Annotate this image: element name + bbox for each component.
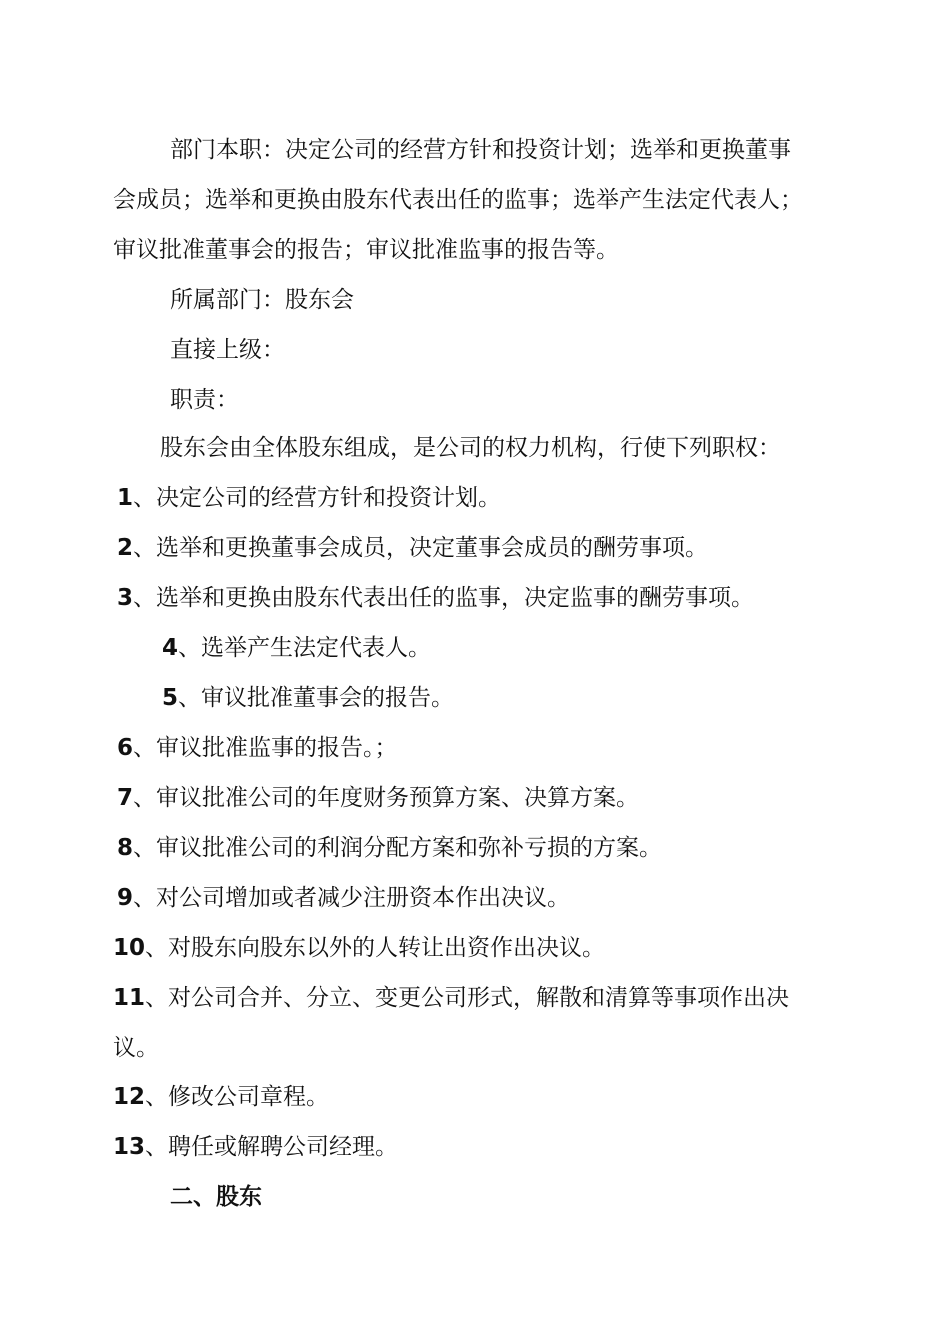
item-separator: 、 [145,935,169,961]
item-number: 11 [113,985,146,1011]
item-text: 选举和更换董事会成员，决定董事会成员的酬劳事项。 [156,535,709,561]
item-number: 12 [113,1084,146,1110]
list-item [162,632,950,664]
list-item [117,732,950,764]
item-number: 7 [117,785,134,811]
list-item [117,832,950,864]
item-separator: 、 [133,735,157,761]
list-item [113,932,950,964]
item-text: 选举产生法定代表人。 [201,635,432,661]
intro-line-3: 审议批准董事会的报告；审议批准监事的报告等。 [113,237,619,263]
lead-paragraph: 股东会由全体股东组成，是公司的权力机构，行使下列职权： [160,435,781,461]
item-separator: 、 [178,685,202,711]
item-separator: 、 [133,835,157,861]
item-text: 审议批准公司的利润分配方案和弥补亏损的方案。 [156,835,663,861]
section-heading: 二、股东 [170,1184,262,1210]
item-separator: 、 [133,535,157,561]
item-text: 对公司合并、分立、变更公司形式，解散和清算等事项作出决 [168,985,790,1011]
superior-field: 直接上级： [170,337,285,363]
item-number: 1 [117,485,134,511]
list-item [117,482,950,514]
item-separator: 、 [145,985,169,1011]
item-number: 13 [113,1134,146,1160]
list-item [117,782,950,814]
list-item [113,1131,950,1163]
item-number: 3 [117,585,134,611]
item-number: 6 [117,735,134,761]
list-item [117,582,950,614]
item-text: 对股东向股东以外的人转让出资作出决议。 [168,935,606,961]
list-item [113,982,950,1014]
item-number: 5 [162,685,179,711]
list-item [162,682,950,714]
list-item-continuation: 议。 [113,1035,159,1061]
item-text: 决定公司的经营方针和投资计划。 [156,485,502,511]
item-text: 聘任或解聘公司经理。 [168,1134,399,1160]
item-number: 4 [162,635,179,661]
item-separator: 、 [133,885,157,911]
item-number: 9 [117,885,134,911]
item-text: 审议批准公司的年度财务预算方案、决算方案。 [156,785,640,811]
item-separator: 、 [178,635,202,661]
item-separator: 、 [145,1084,169,1110]
list-item [117,882,950,914]
item-text: 审议批准监事的报告。； [156,735,398,761]
item-text: 对公司增加或者减少注册资本作出决议。 [156,885,571,911]
item-separator: 、 [145,1134,169,1160]
item-text: 修改公司章程。 [168,1084,330,1110]
item-separator: 、 [133,585,157,611]
intro-line-1: 部门本职：决定公司的经营方针和投资计划；选举和更换董事 [170,137,791,163]
item-text: 选举和更换由股东代表出任的监事，决定监事的酬劳事项。 [156,585,755,611]
list-item [117,532,950,564]
item-number: 8 [117,835,134,861]
item-number: 2 [117,535,134,561]
item-separator: 、 [133,485,157,511]
duties-field: 职责： [170,387,239,413]
item-number: 10 [113,935,146,961]
item-text: 审议批准董事会的报告。 [201,685,455,711]
department-field: 所属部门：股东会 [170,287,354,313]
item-separator: 、 [133,785,157,811]
intro-line-2: 会成员；选举和更换由股东代表出任的监事；选举产生法定代表人； [113,187,803,213]
list-item [113,1081,950,1113]
